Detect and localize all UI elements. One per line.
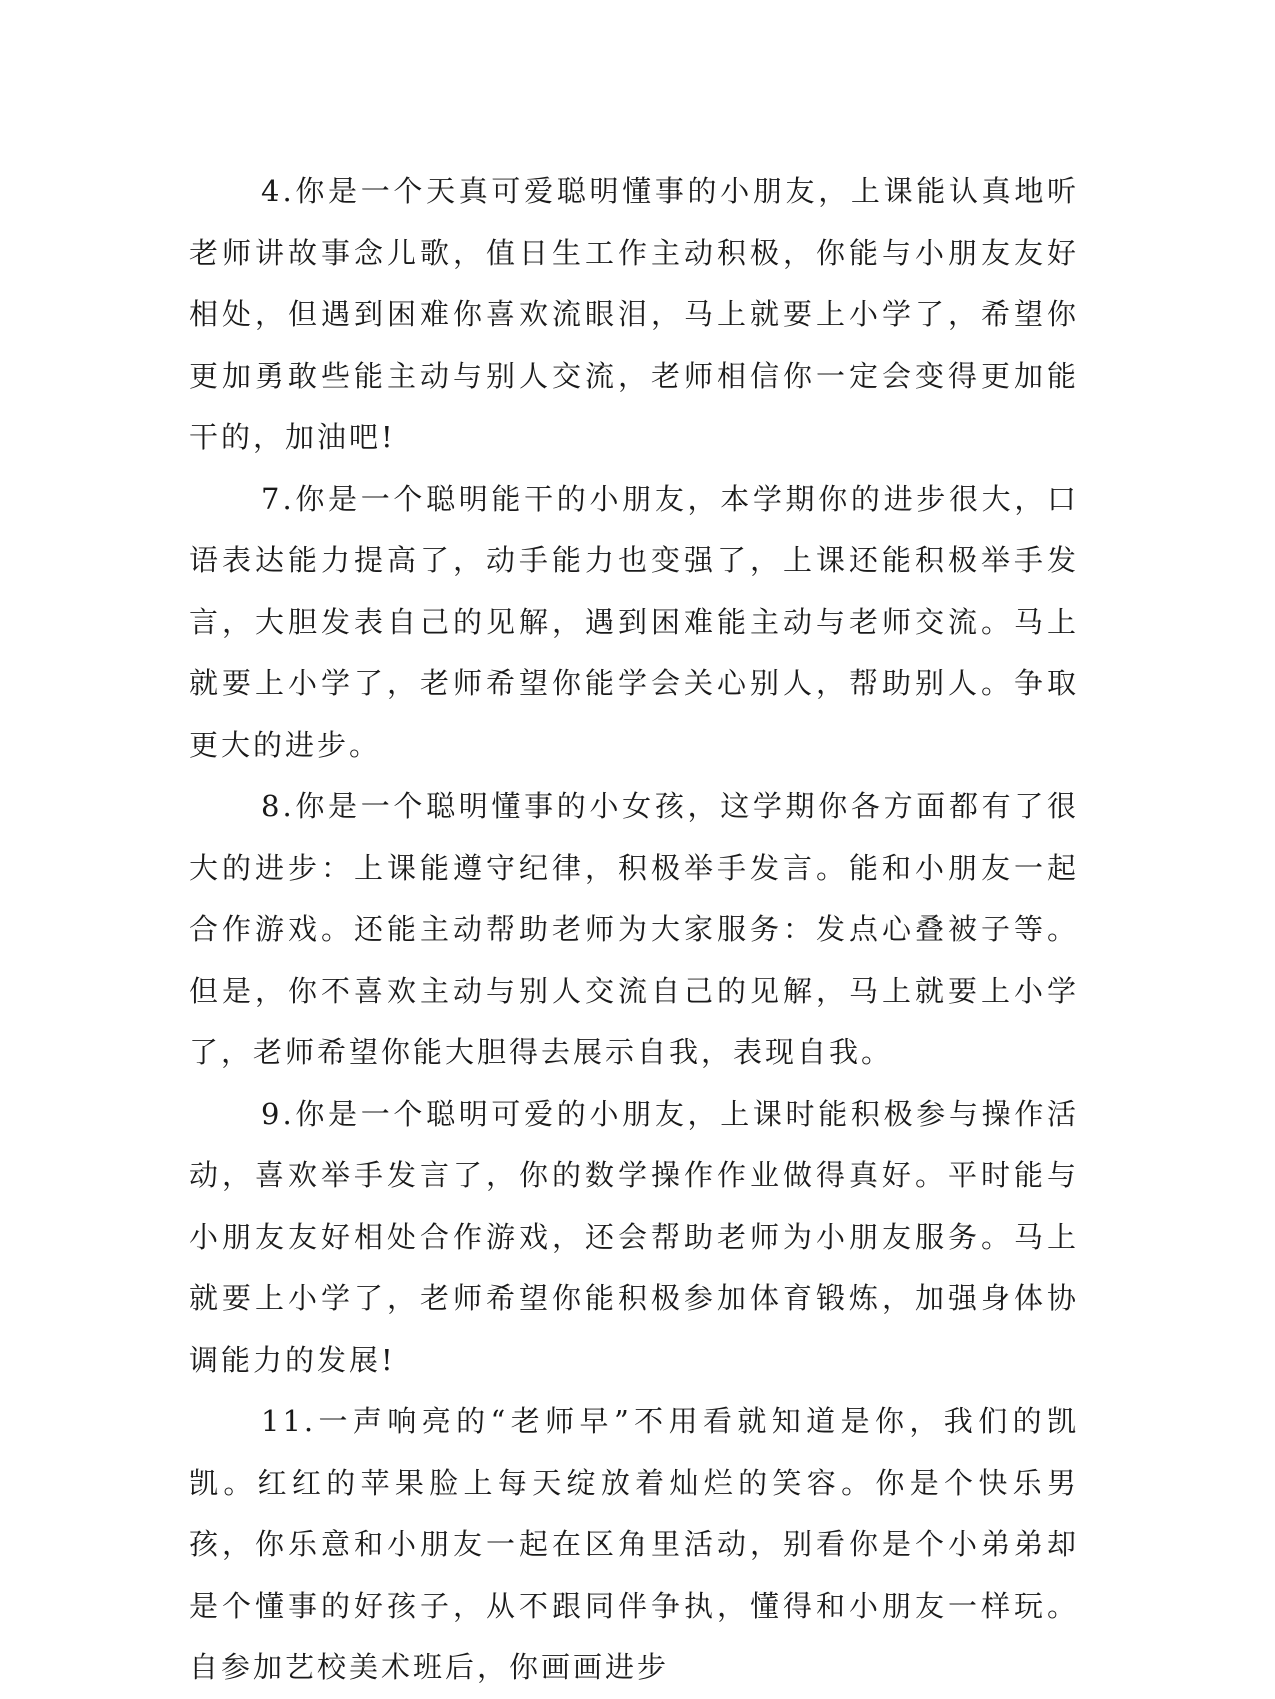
paragraph-comment-9: 9.你是一个聪明可爱的小朋友，上课时能积极参与操作活动，喜欢举手发言了，你的数学操作作业做得真好。平时能与小朋友友好相处合作游戏，还会帮助老师为小朋友服务。马上就要上小学了，老师希望你能积极参加体育锻炼，加强身体协调能力的发展!	[189, 1096, 1079, 1377]
document-body	[189, 161, 1079, 1699]
paragraph-comment-7: 7.你是一个聪明能干的小朋友，本学期你的进步很大，口语表达能力提高了，动手能力也变强了，上课还能积极举手发言，大胆发表自己的见解，遇到困难能主动与老师交流。马上就要上小学了，老师希望你能学会关心别人，帮助别人。争取更大的进步。	[189, 481, 1079, 762]
paragraph-comment-4: 4.你是一个天真可爱聪明懂事的小朋友，上课能认真地听老师讲故事念儿歌，值日生工作主动积极，你能与小朋友友好相处，但遇到困难你喜欢流眼泪，马上就要上小学了，希望你更加勇敢些能主动与别人交流，老师相信你一定会变得更加能干的，加油吧!	[189, 174, 1079, 454]
paragraph-comment-11: 11.一声响亮的“老师早”不用看就知道是你，我们的凯凯。红红的苹果脸上每天绽放着灿烂的笑容。你是个快乐男孩，你乐意和小朋友一起在区角里活动，别看你是个小弟弟却是个懂事的好孩子，从不跟同伴争执，懂得和小朋友一样玩。自参加艺校美术班后，你画画进步	[189, 1404, 1079, 1684]
paragraph-comment-8: 8.你是一个聪明懂事的小女孩，这学期你各方面都有了很大的进步：上课能遵守纪律，积极举手发言。能和小朋友一起合作游戏。还能主动帮助老师为大家服务：发点心叠被子等。但是，你不喜欢主动与别人交流自己的见解，马上就要上小学了，老师希望你能大胆得去展示自我，表现自我。	[189, 789, 1079, 1069]
